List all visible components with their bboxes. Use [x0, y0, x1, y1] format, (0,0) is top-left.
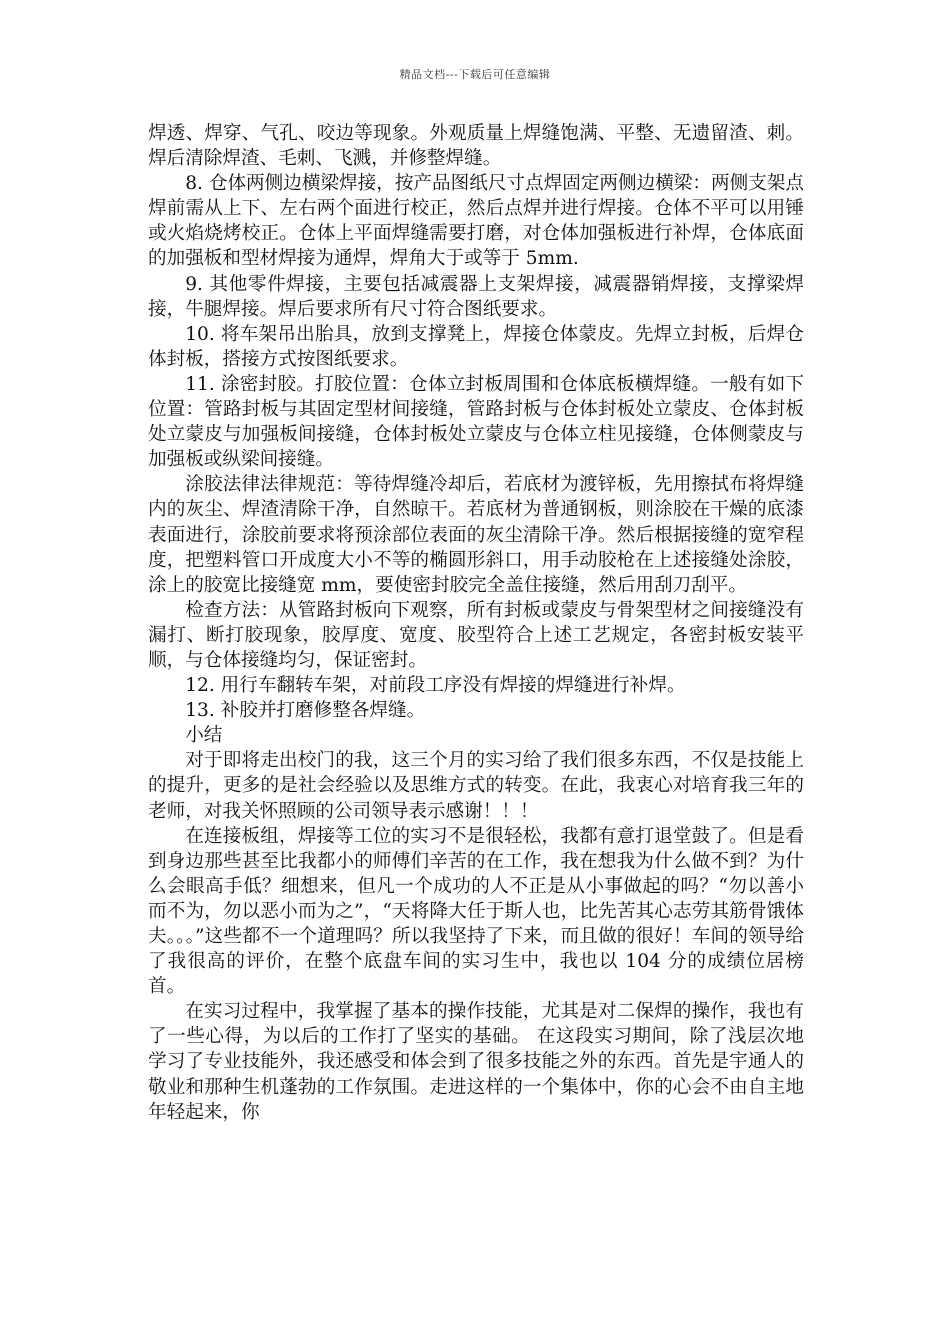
paragraph-step-12: 12. 用行车翻转车架，对前段工序没有焊接的焊缝进行补焊。	[185, 675, 686, 697]
paragraph-continuation: 焊透、焊穿、气孔、咬边等现象。外观质量上焊缝饱满、平整、无遗留渣、刺。焊后清除焊渣、毛刺、飞溅，并修整焊缝。	[148, 123, 804, 170]
paragraph-step-13: 13. 补胶并打磨修整各焊缝。	[185, 700, 426, 722]
paragraph-step-8: 8. 仓体两侧边横梁焊接，按产品图纸尺寸点焊固定两侧边横梁：两侧支架点焊前需从上下、左右两个面进行校正，然后点焊并进行焊接。仓体不平可以用锤或火焰烧烤校正。仓体上平面焊缝需要打磨，对仓体加强板进行补焊，仓体底面的加强板和型材焊接为通焊，焊角大于或等于 5mm.	[148, 173, 804, 270]
paragraph-summary-3: 在实习过程中，我掌握了基本的操作技能，尤其是对二保焊的操作，我也有了一些心得，为以后的工作打了坚实的基础。 在这段实习期间，除了浅层次地学习了专业技能外，我还感受和体会到了很多技能之外的东西。首先是宇通人的敬业和那种生机蓬勃的工作氛围。走进这样的一个集体中，你的心会不由自主地年轻起来，你	[148, 1001, 804, 1123]
section-heading-summary: 小结	[185, 725, 223, 747]
paragraph-step-9: 9. 其他零件焊接，主要包括减震器上支架焊接，减震器销焊接，支撑梁焊接，牛腿焊接。焊后要求所有尺寸符合图纸要求。	[148, 273, 804, 320]
document-body	[148, 121, 804, 1125]
page-header: 精品文档---下载后可任意编辑	[399, 68, 551, 81]
paragraph-summary-1: 对于即将走出校门的我，这三个月的实习给了我们很多东西，不仅是技能上的提升，更多的是社会经验以及思维方式的转变。在此，我衷心对培育我三年的老师，对我关怀照顾的公司领导表示感谢！！！	[148, 750, 804, 822]
paragraph-step-10: 10. 将车架吊出胎具，放到支撑凳上，焊接仓体蒙皮。先焊立封板，后焊仓体封板，搭接方式按图纸要求。	[148, 323, 804, 370]
paragraph-summary-2: 在连接板组，焊接等工位的实习不是很轻松，我都有意打退堂鼓了。但是看到身边那些甚至比我都小的师傅们辛苦的在工作，我在想我为什么做不到？为什么会眼高手低？细想来，但凡一个成功的人不正是从小事做起的吗？“勿以善小而不为，勿以恶小而为之”，“天将降大任于斯人也，比先苦其心志劳其筋骨饿体夫。。。”这些都不一个道理吗？所以我坚持了下来，而且做的很好！车间的领导给了我很高的评价，在整个底盘车间的实习生中，我也以 104 分的成绩位居榜首。	[148, 825, 804, 998]
paragraph-glue-spec: 涂胶法律法律规范：等待焊缝冷却后，若底材为渡锌板，先用擦拭布将焊缝内的灰尘、焊渣清除干净，自然晾干。若底材为普通钢板，则涂胶在干燥的底漆表面进行，涂胶前要求将预涂部位表面的灰尘清除干净。然后根据接缝的宽窄程度，把塑料管口开成度大小不等的椭圆形斜口，用手动胶枪在上述接缝处涂胶，涂上的胶宽比接缝宽 mm，要使密封胶完全盖住接缝，然后用刮刀刮平。	[148, 474, 804, 596]
paragraph-step-11: 11. 涂密封胶。打胶位置：仓体立封板周围和仓体底板横焊缝。一般有如下位置：管路封板与其固定型材间接缝，管路封板与仓体封板处立蒙皮、仓体封板处立蒙皮与加强板间接缝，仓体封板处立蒙皮与仓体立柱见接缝，仓体侧蒙皮与加强板或纵梁间接缝。	[148, 373, 804, 471]
paragraph-inspection: 检查方法：从管路封板向下观察，所有封板或蒙皮与骨架型材之间接缝没有漏打、断打胶现象，胶厚度、宽度、胶型符合上述工艺规定，各密封板安装平顺，与仓体接缝均匀，保证密封。	[148, 599, 804, 671]
